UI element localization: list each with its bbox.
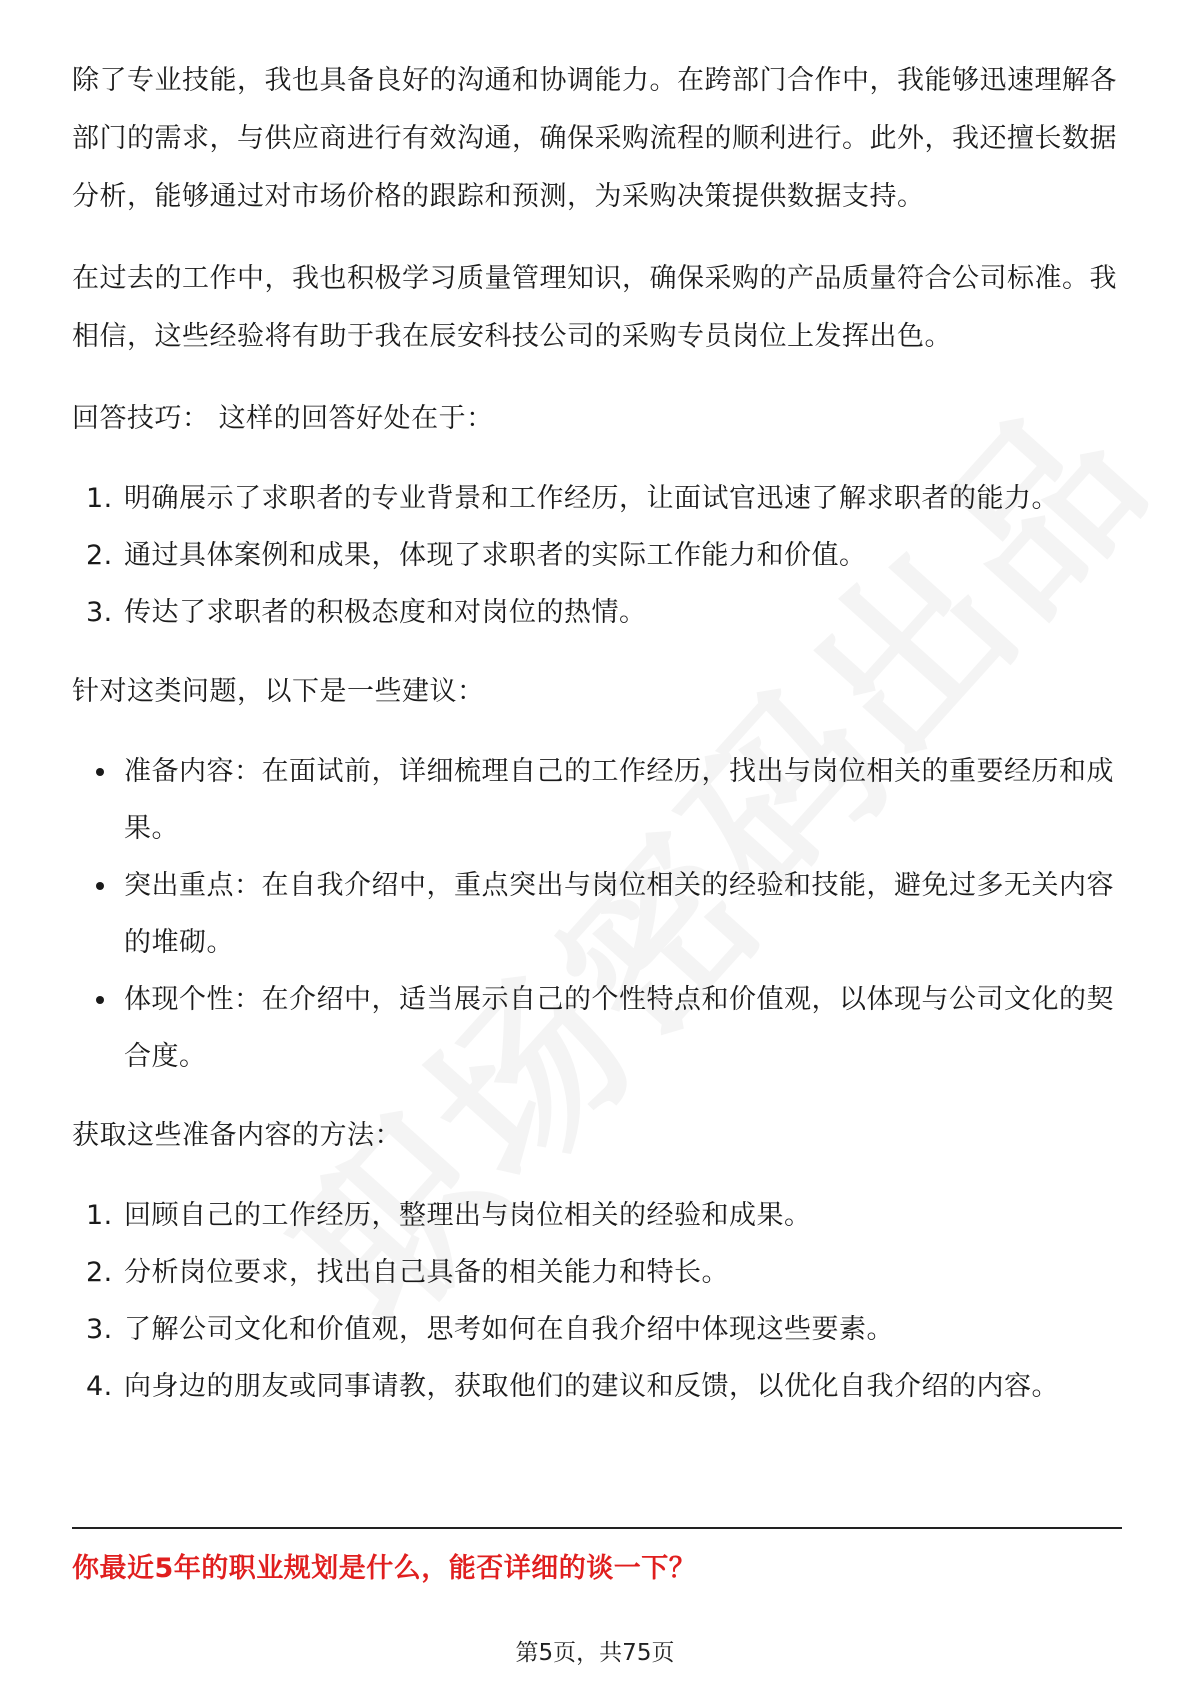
list-item bbox=[72, 1358, 1122, 1415]
list-item bbox=[72, 470, 1122, 527]
page-footer: 第5页，共75页 bbox=[515, 1640, 675, 1666]
list-item bbox=[72, 857, 1122, 971]
section-divider bbox=[72, 1527, 1122, 1529]
list-item bbox=[72, 743, 1122, 857]
tips-heading: 回答技巧： 这样的回答好处在于： bbox=[72, 403, 494, 434]
list-item bbox=[72, 971, 1122, 1085]
method-list bbox=[72, 1187, 1122, 1415]
list-number: 1. bbox=[86, 1200, 113, 1231]
bullet-icon bbox=[96, 882, 104, 890]
suggest-heading: 针对这类问题，以下是一些建议： bbox=[72, 676, 485, 707]
paragraph-quality: 在过去的工作中，我也积极学习质量管理知识，确保采购的产品质量符合公司标准。我相信，这些经验将有助于我在辰安科技公司的采购专员岗位上发挥出色。 bbox=[72, 263, 1117, 352]
method-heading: 获取这些准备内容的方法： bbox=[72, 1120, 402, 1151]
document-body bbox=[72, 52, 1122, 1437]
bullet-icon bbox=[96, 768, 104, 776]
list-item-text: 分析岗位要求，找出自己具备的相关能力和特长。 bbox=[124, 1257, 729, 1288]
list-item bbox=[72, 527, 1122, 584]
next-question-heading: 你最近5年的职业规划是什么，能否详细的谈一下？ bbox=[72, 1553, 697, 1584]
list-number: 2. bbox=[86, 1257, 113, 1288]
list-item-text: 传达了求职者的积极态度和对岗位的热情。 bbox=[124, 597, 647, 628]
list-item-text: 明确展示了求职者的专业背景和工作经历，让面试官迅速了解求职者的能力。 bbox=[124, 483, 1059, 514]
list-item bbox=[72, 584, 1122, 641]
suggest-list bbox=[72, 743, 1122, 1085]
list-item-text: 向身边的朋友或同事请教，获取他们的建议和反馈，以优化自我介绍的内容。 bbox=[124, 1371, 1059, 1402]
list-item bbox=[72, 1187, 1122, 1244]
list-item-text: 突出重点：在自我介绍中，重点突出与岗位相关的经验和技能，避免过多无关内容的堆砌。 bbox=[124, 870, 1114, 958]
list-number: 3. bbox=[86, 1314, 113, 1345]
bullet-icon bbox=[96, 996, 104, 1004]
list-item bbox=[72, 1244, 1122, 1301]
list-number: 2. bbox=[86, 540, 113, 571]
list-number: 4. bbox=[86, 1371, 113, 1402]
list-item-text: 回顾自己的工作经历，整理出与岗位相关的经验和成果。 bbox=[124, 1200, 812, 1231]
tips-list bbox=[72, 470, 1122, 641]
paragraph-skills: 除了专业技能，我也具备良好的沟通和协调能力。在跨部门合作中，我能够迅速理解各部门的需求，与供应商进行有效沟通，确保采购流程的顺利进行。此外，我还擅长数据分析，能够通过对市场价格的跟踪和预测，为采购决策提供数据支持。 bbox=[72, 65, 1117, 212]
list-item-text: 了解公司文化和价值观，思考如何在自我介绍中体现这些要素。 bbox=[124, 1314, 894, 1345]
list-item bbox=[72, 1301, 1122, 1358]
list-item-text: 准备内容：在面试前，详细梳理自己的工作经历，找出与岗位相关的重要经历和成果。 bbox=[124, 756, 1114, 844]
list-item-text: 体现个性：在介绍中，适当展示自己的个性特点和价值观，以体现与公司文化的契合度。 bbox=[124, 984, 1114, 1072]
list-item-text: 通过具体案例和成果，体现了求职者的实际工作能力和价值。 bbox=[124, 540, 867, 571]
list-number: 3. bbox=[86, 597, 113, 628]
list-number: 1. bbox=[86, 483, 113, 514]
